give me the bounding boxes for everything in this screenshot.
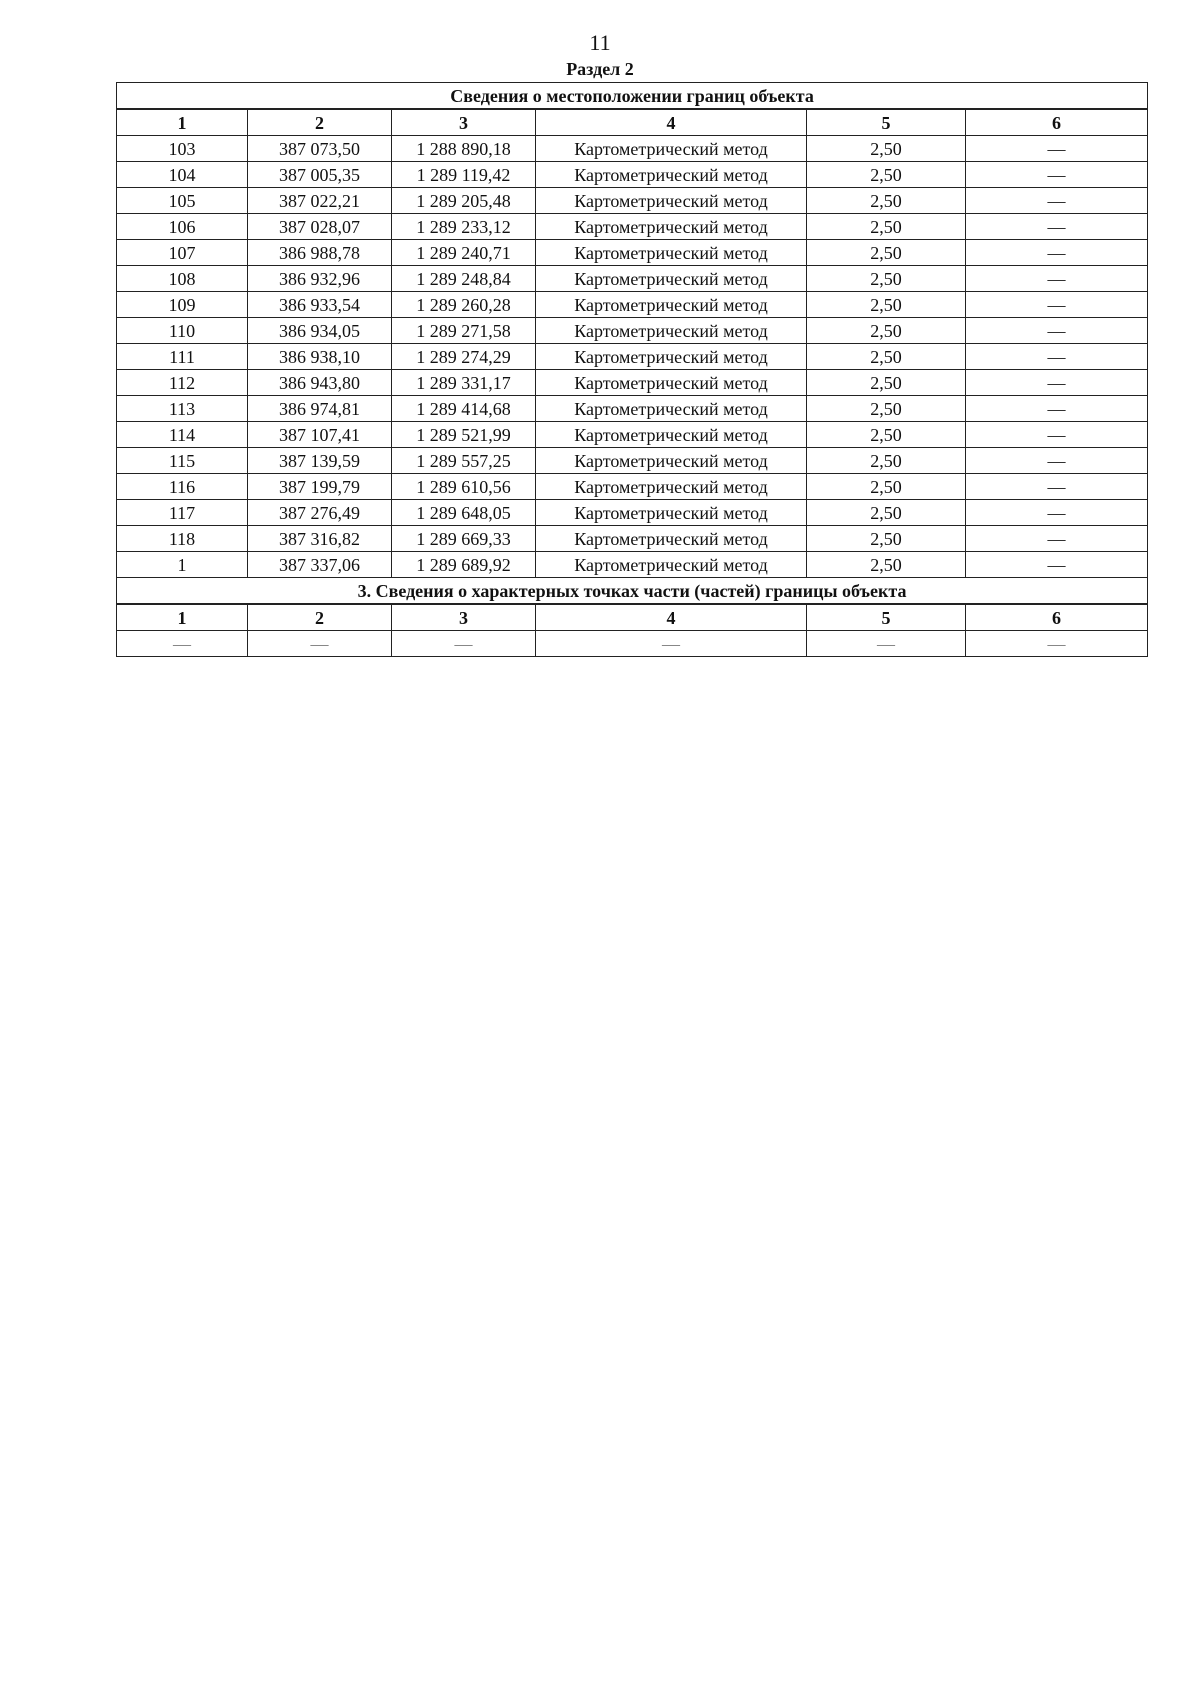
y-coordinate-cell: 1 289 414,68 <box>392 396 536 422</box>
table-row <box>117 474 1148 500</box>
point-number-cell: 104 <box>117 162 248 188</box>
method-cell: Картометрический метод <box>536 292 807 318</box>
precision-cell: 2,50 <box>807 370 966 396</box>
y-coordinate-cell: 1 289 233,12 <box>392 214 536 240</box>
method-cell: Картометрический метод <box>536 370 807 396</box>
y-coordinate-cell: 1 289 271,58 <box>392 318 536 344</box>
y-coordinate-cell: 1 289 274,29 <box>392 344 536 370</box>
x-coordinate-cell: 387 337,06 <box>248 552 392 578</box>
precision-cell: 2,50 <box>807 318 966 344</box>
description-cell: — <box>966 370 1148 396</box>
empty-cell: — <box>392 631 536 657</box>
method-cell: Картометрический метод <box>536 136 807 162</box>
y-coordinate-cell: 1 289 648,05 <box>392 500 536 526</box>
y-coordinate-cell: 1 289 689,92 <box>392 552 536 578</box>
description-cell: — <box>966 318 1148 344</box>
description-cell: — <box>966 292 1148 318</box>
table-row <box>117 136 1148 162</box>
column-number-cell: 4 <box>536 604 807 631</box>
description-cell: — <box>966 188 1148 214</box>
y-coordinate-cell: 1 289 610,56 <box>392 474 536 500</box>
description-cell: — <box>966 162 1148 188</box>
x-coordinate-cell: 386 938,10 <box>248 344 392 370</box>
x-coordinate-cell: 387 022,21 <box>248 188 392 214</box>
table-row <box>117 318 1148 344</box>
x-coordinate-cell: 387 316,82 <box>248 526 392 552</box>
y-coordinate-cell: 1 289 248,84 <box>392 266 536 292</box>
point-number-cell: 113 <box>117 396 248 422</box>
x-coordinate-cell: 387 005,35 <box>248 162 392 188</box>
x-coordinate-cell: 387 073,50 <box>248 136 392 162</box>
point-number-cell: 103 <box>117 136 248 162</box>
precision-cell: 2,50 <box>807 188 966 214</box>
description-cell: — <box>966 448 1148 474</box>
boundary-table-body <box>117 83 1148 657</box>
table-row <box>117 344 1148 370</box>
column-number-cell: 5 <box>807 109 966 136</box>
description-cell: — <box>966 396 1148 422</box>
column-number-cell: 2 <box>248 109 392 136</box>
point-number-cell: 117 <box>117 500 248 526</box>
x-coordinate-cell: 387 028,07 <box>248 214 392 240</box>
method-cell: Картометрический метод <box>536 526 807 552</box>
empty-cell: — <box>536 631 807 657</box>
description-cell: — <box>966 266 1148 292</box>
precision-cell: 2,50 <box>807 448 966 474</box>
empty-cell: — <box>248 631 392 657</box>
table-row <box>117 526 1148 552</box>
column-number-cell: 2 <box>248 604 392 631</box>
method-cell: Картометрический метод <box>536 162 807 188</box>
subsection-empty-row <box>117 631 1148 657</box>
column-number-cell: 6 <box>966 109 1148 136</box>
empty-cell: — <box>807 631 966 657</box>
y-coordinate-cell: 1 289 669,33 <box>392 526 536 552</box>
precision-cell: 2,50 <box>807 526 966 552</box>
section-label: Раздел 2 <box>566 59 634 79</box>
description-cell: — <box>966 422 1148 448</box>
description-cell: — <box>966 344 1148 370</box>
column-number-cell: 5 <box>807 604 966 631</box>
method-cell: Картометрический метод <box>536 214 807 240</box>
x-coordinate-cell: 386 988,78 <box>248 240 392 266</box>
table-row <box>117 162 1148 188</box>
method-cell: Картометрический метод <box>536 474 807 500</box>
description-cell: — <box>966 526 1148 552</box>
boundary-coordinates-table <box>116 82 1148 657</box>
y-coordinate-cell: 1 289 205,48 <box>392 188 536 214</box>
precision-cell: 2,50 <box>807 266 966 292</box>
point-number-cell: 110 <box>117 318 248 344</box>
method-cell: Картометрический метод <box>536 266 807 292</box>
precision-cell: 2,50 <box>807 136 966 162</box>
method-cell: Картометрический метод <box>536 188 807 214</box>
point-number-cell: 111 <box>117 344 248 370</box>
point-number-cell: 114 <box>117 422 248 448</box>
empty-cell: — <box>117 631 248 657</box>
precision-cell: 2,50 <box>807 240 966 266</box>
page-number: 11 <box>589 30 611 55</box>
precision-cell: 2,50 <box>807 292 966 318</box>
table-row <box>117 422 1148 448</box>
description-cell: — <box>966 552 1148 578</box>
point-number-cell: 115 <box>117 448 248 474</box>
table-row <box>117 370 1148 396</box>
column-number-cell: 4 <box>536 109 807 136</box>
point-number-cell: 105 <box>117 188 248 214</box>
column-number-row <box>117 109 1148 136</box>
column-number-cell: 1 <box>117 109 248 136</box>
point-number-cell: 112 <box>117 370 248 396</box>
y-coordinate-cell: 1 289 260,28 <box>392 292 536 318</box>
y-coordinate-cell: 1 289 331,17 <box>392 370 536 396</box>
point-number-cell: 116 <box>117 474 248 500</box>
x-coordinate-cell: 386 974,81 <box>248 396 392 422</box>
x-coordinate-cell: 387 276,49 <box>248 500 392 526</box>
precision-cell: 2,50 <box>807 396 966 422</box>
column-number-cell: 3 <box>392 604 536 631</box>
y-coordinate-cell: 1 288 890,18 <box>392 136 536 162</box>
method-cell: Картометрический метод <box>536 318 807 344</box>
table-row <box>117 292 1148 318</box>
table-row <box>117 396 1148 422</box>
y-coordinate-cell: 1 289 557,25 <box>392 448 536 474</box>
y-coordinate-cell: 1 289 521,99 <box>392 422 536 448</box>
x-coordinate-cell: 386 934,05 <box>248 318 392 344</box>
column-number-cell: 6 <box>966 604 1148 631</box>
description-cell: — <box>966 136 1148 162</box>
table-row <box>117 500 1148 526</box>
y-coordinate-cell: 1 289 119,42 <box>392 162 536 188</box>
x-coordinate-cell: 387 199,79 <box>248 474 392 500</box>
x-coordinate-cell: 386 932,96 <box>248 266 392 292</box>
description-cell: — <box>966 240 1148 266</box>
point-number-cell: 106 <box>117 214 248 240</box>
point-number-cell: 1 <box>117 552 248 578</box>
precision-cell: 2,50 <box>807 214 966 240</box>
method-cell: Картометрический метод <box>536 240 807 266</box>
table-row <box>117 266 1148 292</box>
method-cell: Картометрический метод <box>536 448 807 474</box>
column-number-cell: 1 <box>117 604 248 631</box>
x-coordinate-cell: 387 139,59 <box>248 448 392 474</box>
point-number-cell: 109 <box>117 292 248 318</box>
method-cell: Картометрический метод <box>536 396 807 422</box>
precision-cell: 2,50 <box>807 500 966 526</box>
precision-cell: 2,50 <box>807 552 966 578</box>
precision-cell: 2,50 <box>807 474 966 500</box>
method-cell: Картометрический метод <box>536 552 807 578</box>
table-title-row <box>117 83 1148 110</box>
table-row <box>117 188 1148 214</box>
x-coordinate-cell: 386 943,80 <box>248 370 392 396</box>
y-coordinate-cell: 1 289 240,71 <box>392 240 536 266</box>
point-number-cell: 107 <box>117 240 248 266</box>
table-row <box>117 448 1148 474</box>
column-number-cell: 3 <box>392 109 536 136</box>
method-cell: Картометрический метод <box>536 344 807 370</box>
precision-cell: 2,50 <box>807 422 966 448</box>
method-cell: Картометрический метод <box>536 500 807 526</box>
x-coordinate-cell: 387 107,41 <box>248 422 392 448</box>
table-title: Сведения о местоположении границ объекта <box>117 83 1148 110</box>
table-row <box>117 240 1148 266</box>
point-number-cell: 108 <box>117 266 248 292</box>
description-cell: — <box>966 474 1148 500</box>
table-row <box>117 552 1148 578</box>
point-number-cell: 118 <box>117 526 248 552</box>
empty-cell: — <box>966 631 1148 657</box>
subsection-column-number-row <box>117 604 1148 631</box>
method-cell: Картометрический метод <box>536 422 807 448</box>
subsection-title-row <box>117 578 1148 605</box>
description-cell: — <box>966 214 1148 240</box>
description-cell: — <box>966 500 1148 526</box>
precision-cell: 2,50 <box>807 162 966 188</box>
subsection-title: 3. Сведения о характерных точках части (частей) границы объекта <box>117 578 1148 605</box>
precision-cell: 2,50 <box>807 344 966 370</box>
x-coordinate-cell: 386 933,54 <box>248 292 392 318</box>
table-row <box>117 214 1148 240</box>
